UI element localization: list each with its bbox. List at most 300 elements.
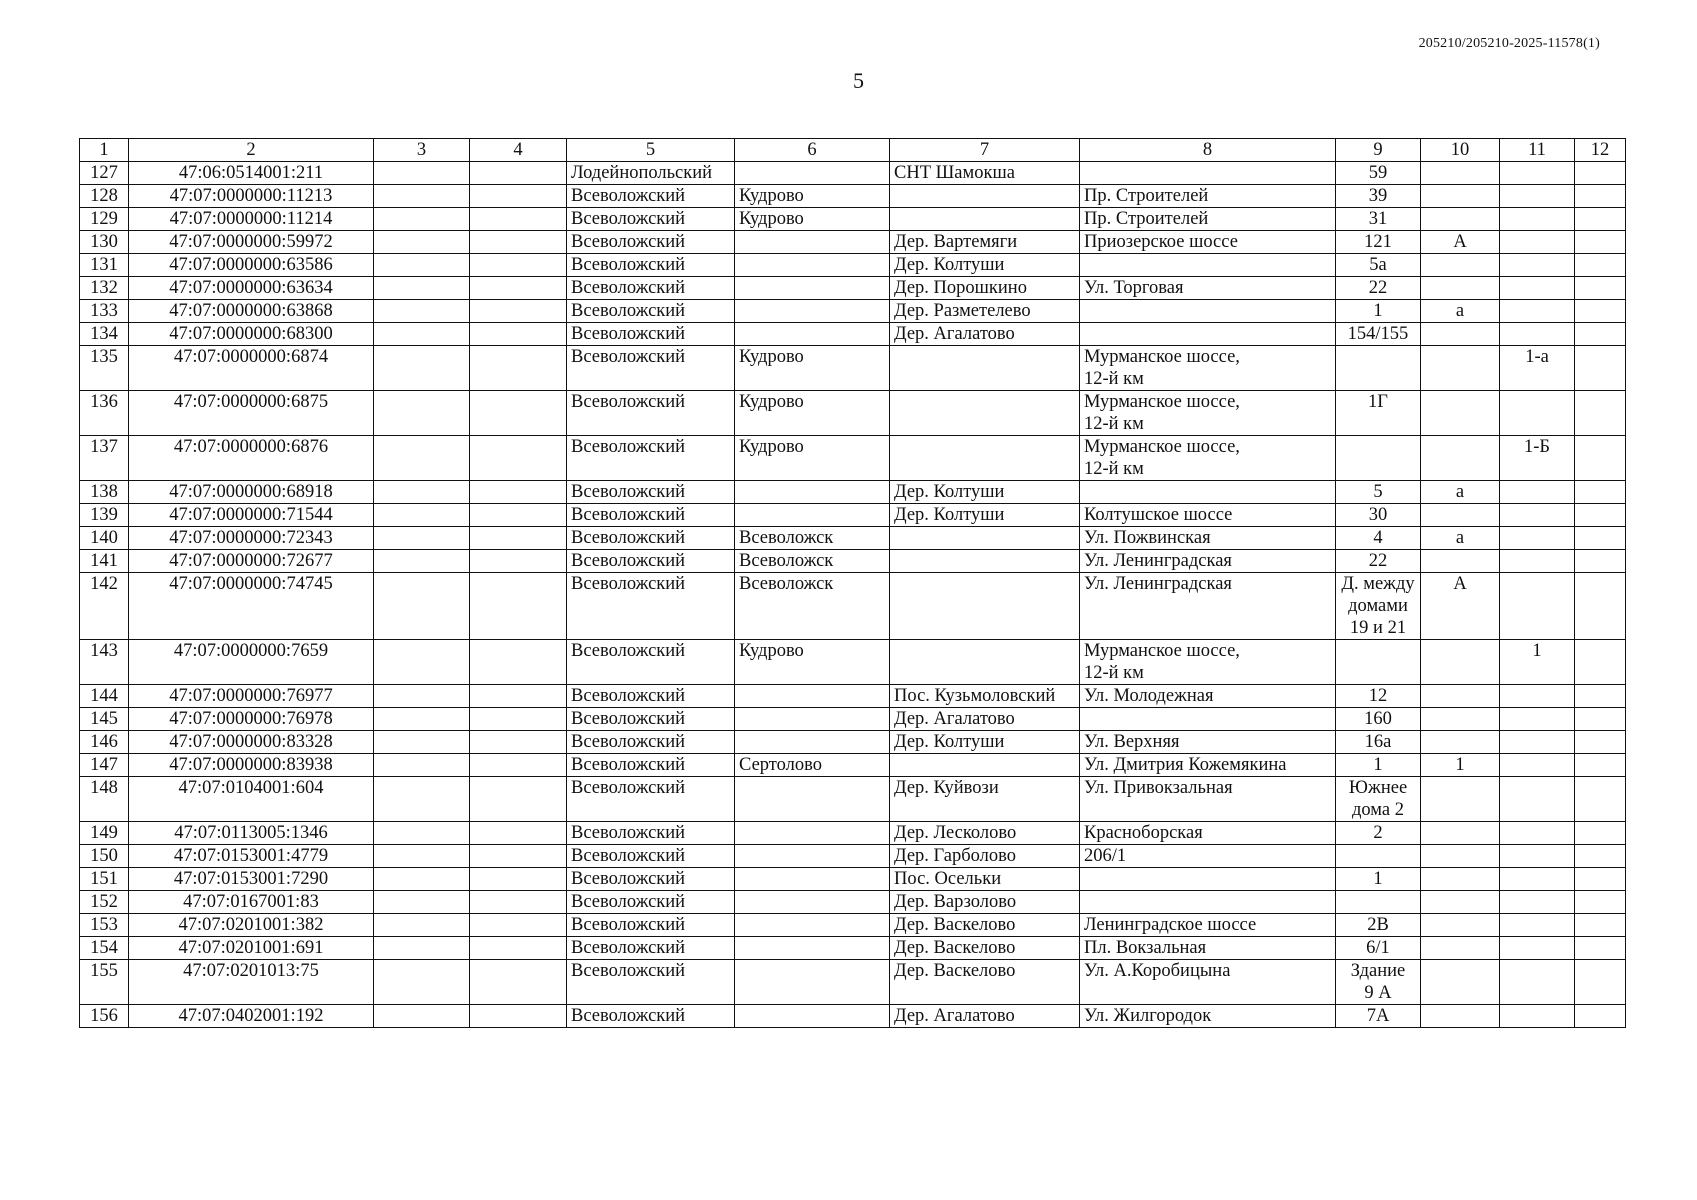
page-number <box>0 68 1697 94</box>
cadastral-number-cell: 47:07:0000000:74745 <box>129 573 374 640</box>
table-row <box>80 891 1626 914</box>
col-12-cell <box>1575 254 1626 277</box>
col-12-cell <box>1575 231 1626 254</box>
col-3-cell <box>374 937 470 960</box>
district-cell: Всеволожский <box>567 914 735 937</box>
col-4-cell <box>470 708 567 731</box>
district-cell: Всеволожский <box>567 504 735 527</box>
table-row <box>80 708 1626 731</box>
settlement-cell: Дер. Колтуши <box>890 504 1080 527</box>
locality-cell: Всеволожск <box>735 573 890 640</box>
locality-cell: Кудрово <box>735 208 890 231</box>
col-3-cell <box>374 436 470 481</box>
locality-cell: Кудрово <box>735 391 890 436</box>
col-4-cell <box>470 754 567 777</box>
row-number-cell: 147 <box>80 754 129 777</box>
house-number-cell: 12 <box>1336 685 1421 708</box>
column-header-12: 12 <box>1575 139 1626 162</box>
house-number-cell: 160 <box>1336 708 1421 731</box>
street-cell: Ул. Торговая <box>1080 277 1336 300</box>
col-3-cell <box>374 550 470 573</box>
street-cell: Мурманское шоссе, 12-й км <box>1080 391 1336 436</box>
cadastral-number-cell: 47:07:0402001:192 <box>129 1005 374 1028</box>
street-cell: Пл. Вокзальная <box>1080 937 1336 960</box>
row-number-cell: 133 <box>80 300 129 323</box>
house-number-cell: 59 <box>1336 162 1421 185</box>
cadastral-number-cell: 47:07:0000000:76978 <box>129 708 374 731</box>
settlement-cell <box>890 573 1080 640</box>
street-cell: Ул. Жилгородок <box>1080 1005 1336 1028</box>
structure-cell <box>1500 254 1575 277</box>
row-number-cell: 149 <box>80 822 129 845</box>
page-number-text: 5 <box>853 68 864 93</box>
building-cell <box>1421 845 1500 868</box>
settlement-cell <box>890 185 1080 208</box>
document-id: 205210/205210-2025-11578(1) <box>1418 36 1600 51</box>
row-number-cell: 129 <box>80 208 129 231</box>
settlement-cell <box>890 640 1080 685</box>
settlement-cell <box>890 754 1080 777</box>
row-number-cell: 155 <box>80 960 129 1005</box>
col-3-cell <box>374 346 470 391</box>
house-number-cell: Южнее дома 2 <box>1336 777 1421 822</box>
street-cell: Колтушское шоссе <box>1080 504 1336 527</box>
table-row <box>80 391 1626 436</box>
building-cell <box>1421 1005 1500 1028</box>
column-header-11: 11 <box>1500 139 1575 162</box>
header-row <box>80 139 1626 162</box>
col-12-cell <box>1575 754 1626 777</box>
structure-cell <box>1500 937 1575 960</box>
col-12-cell <box>1575 573 1626 640</box>
table-row <box>80 254 1626 277</box>
locality-cell <box>735 891 890 914</box>
table-row <box>80 527 1626 550</box>
row-number-cell: 136 <box>80 391 129 436</box>
district-cell: Всеволожский <box>567 346 735 391</box>
structure-cell <box>1500 162 1575 185</box>
table-row <box>80 346 1626 391</box>
building-cell <box>1421 777 1500 822</box>
cadastral-number-cell: 47:07:0000000:63634 <box>129 277 374 300</box>
house-number-cell: 2 <box>1336 822 1421 845</box>
building-cell <box>1421 914 1500 937</box>
structure-cell <box>1500 527 1575 550</box>
structure-cell <box>1500 777 1575 822</box>
structure-cell <box>1500 231 1575 254</box>
col-4-cell <box>470 391 567 436</box>
column-header-5: 5 <box>567 139 735 162</box>
col-4-cell <box>470 845 567 868</box>
col-3-cell <box>374 685 470 708</box>
structure-cell <box>1500 822 1575 845</box>
street-cell: Ул. Ленинградская <box>1080 550 1336 573</box>
district-cell: Всеволожский <box>567 208 735 231</box>
col-3-cell <box>374 1005 470 1028</box>
col-12-cell <box>1575 640 1626 685</box>
col-12-cell <box>1575 300 1626 323</box>
row-number-cell: 145 <box>80 708 129 731</box>
structure-cell <box>1500 685 1575 708</box>
col-12-cell <box>1575 277 1626 300</box>
structure-cell: 1 <box>1500 640 1575 685</box>
district-cell: Всеволожский <box>567 185 735 208</box>
structure-cell <box>1500 208 1575 231</box>
locality-cell: Сертолово <box>735 754 890 777</box>
settlement-cell: Дер. Агалатово <box>890 323 1080 346</box>
settlement-cell: Дер. Варзолово <box>890 891 1080 914</box>
house-number-cell: 5а <box>1336 254 1421 277</box>
col-4-cell <box>470 731 567 754</box>
row-number-cell: 127 <box>80 162 129 185</box>
structure-cell <box>1500 845 1575 868</box>
district-cell: Всеволожский <box>567 731 735 754</box>
col-12-cell <box>1575 845 1626 868</box>
row-number-cell: 140 <box>80 527 129 550</box>
col-12-cell <box>1575 891 1626 914</box>
district-cell: Всеволожский <box>567 868 735 891</box>
structure-cell <box>1500 391 1575 436</box>
col-4-cell <box>470 527 567 550</box>
locality-cell <box>735 504 890 527</box>
house-number-cell <box>1336 346 1421 391</box>
col-4-cell <box>470 960 567 1005</box>
col-4-cell <box>470 550 567 573</box>
table-row <box>80 481 1626 504</box>
district-cell: Всеволожский <box>567 960 735 1005</box>
locality-cell <box>735 731 890 754</box>
col-4-cell <box>470 640 567 685</box>
col-3-cell <box>374 822 470 845</box>
street-cell <box>1080 891 1336 914</box>
district-cell: Всеволожский <box>567 573 735 640</box>
locality-cell <box>735 845 890 868</box>
cadastral-number-cell: 47:07:0000000:72677 <box>129 550 374 573</box>
table-row <box>80 550 1626 573</box>
house-number-cell: 154/155 <box>1336 323 1421 346</box>
col-4-cell <box>470 300 567 323</box>
col-12-cell <box>1575 527 1626 550</box>
structure-cell <box>1500 573 1575 640</box>
col-4-cell <box>470 685 567 708</box>
building-cell <box>1421 185 1500 208</box>
building-cell <box>1421 504 1500 527</box>
table-row <box>80 845 1626 868</box>
street-cell <box>1080 300 1336 323</box>
table-row <box>80 1005 1626 1028</box>
row-number-cell: 156 <box>80 1005 129 1028</box>
district-cell: Всеволожский <box>567 1005 735 1028</box>
row-number-cell: 143 <box>80 640 129 685</box>
settlement-cell <box>890 346 1080 391</box>
house-number-cell: Д. между домами 19 и 21 <box>1336 573 1421 640</box>
col-4-cell <box>470 937 567 960</box>
col-3-cell <box>374 208 470 231</box>
col-4-cell <box>470 573 567 640</box>
structure-cell: 1-а <box>1500 346 1575 391</box>
district-cell: Всеволожский <box>567 685 735 708</box>
col-3-cell <box>374 777 470 822</box>
structure-cell <box>1500 277 1575 300</box>
building-cell: а <box>1421 300 1500 323</box>
col-12-cell <box>1575 914 1626 937</box>
col-3-cell <box>374 300 470 323</box>
settlement-cell: Пос. Кузьмоловский <box>890 685 1080 708</box>
street-cell: Красноборская <box>1080 822 1336 845</box>
house-number-cell: 16а <box>1336 731 1421 754</box>
district-cell: Всеволожский <box>567 777 735 822</box>
row-number-cell: 134 <box>80 323 129 346</box>
cadastral-number-cell: 47:06:0514001:211 <box>129 162 374 185</box>
col-3-cell <box>374 845 470 868</box>
row-number-cell: 150 <box>80 845 129 868</box>
table-row <box>80 868 1626 891</box>
settlement-cell: Дер. Колтуши <box>890 731 1080 754</box>
street-cell: Ул. Дмитрия Кожемякина <box>1080 754 1336 777</box>
table-row <box>80 231 1626 254</box>
col-4-cell <box>470 1005 567 1028</box>
building-cell: А <box>1421 231 1500 254</box>
street-cell: Пр. Строителей <box>1080 208 1336 231</box>
col-12-cell <box>1575 323 1626 346</box>
building-cell <box>1421 208 1500 231</box>
district-cell: Всеволожский <box>567 391 735 436</box>
structure-cell: 1-Б <box>1500 436 1575 481</box>
col-3-cell <box>374 254 470 277</box>
district-cell: Всеволожский <box>567 937 735 960</box>
col-4-cell <box>470 777 567 822</box>
settlement-cell: Дер. Васкелово <box>890 914 1080 937</box>
structure-cell <box>1500 185 1575 208</box>
building-cell: а <box>1421 527 1500 550</box>
settlement-cell: Дер. Куйвози <box>890 777 1080 822</box>
district-cell: Всеволожский <box>567 231 735 254</box>
district-cell: Всеволожский <box>567 845 735 868</box>
col-12-cell <box>1575 822 1626 845</box>
locality-cell <box>735 277 890 300</box>
building-cell <box>1421 277 1500 300</box>
col-4-cell <box>470 254 567 277</box>
col-3-cell <box>374 162 470 185</box>
district-cell: Всеволожский <box>567 277 735 300</box>
cadastral-number-cell: 47:07:0153001:4779 <box>129 845 374 868</box>
col-4-cell <box>470 914 567 937</box>
table-row <box>80 277 1626 300</box>
cadastral-number-cell: 47:07:0000000:83938 <box>129 754 374 777</box>
street-cell <box>1080 254 1336 277</box>
building-cell <box>1421 731 1500 754</box>
house-number-cell: 31 <box>1336 208 1421 231</box>
locality-cell: Кудрово <box>735 185 890 208</box>
settlement-cell: Дер. Васкелово <box>890 960 1080 1005</box>
house-number-cell <box>1336 436 1421 481</box>
structure-cell <box>1500 868 1575 891</box>
cadastral-number-cell: 47:07:0167001:83 <box>129 891 374 914</box>
cadastral-number-cell: 47:07:0000000:6874 <box>129 346 374 391</box>
table-row <box>80 185 1626 208</box>
row-number-cell: 151 <box>80 868 129 891</box>
structure-cell <box>1500 960 1575 1005</box>
district-cell: Всеволожский <box>567 891 735 914</box>
house-number-cell: 2В <box>1336 914 1421 937</box>
column-header-3: 3 <box>374 139 470 162</box>
structure-cell <box>1500 731 1575 754</box>
house-number-cell: 22 <box>1336 550 1421 573</box>
street-cell: Ул. А.Коробицына <box>1080 960 1336 1005</box>
col-3-cell <box>374 231 470 254</box>
structure-cell <box>1500 1005 1575 1028</box>
cadastral-number-cell: 47:07:0000000:76977 <box>129 685 374 708</box>
column-header-10: 10 <box>1421 139 1500 162</box>
row-number-cell: 146 <box>80 731 129 754</box>
building-cell <box>1421 391 1500 436</box>
col-4-cell <box>470 277 567 300</box>
settlement-cell: Пос. Осельки <box>890 868 1080 891</box>
street-cell <box>1080 481 1336 504</box>
district-cell: Всеволожский <box>567 640 735 685</box>
col-12-cell <box>1575 868 1626 891</box>
row-number-cell: 139 <box>80 504 129 527</box>
street-cell: Ул. Пожвинская <box>1080 527 1336 550</box>
col-3-cell <box>374 573 470 640</box>
cadastral-number-cell: 47:07:0201013:75 <box>129 960 374 1005</box>
cadastral-number-cell: 47:07:0000000:68918 <box>129 481 374 504</box>
building-cell <box>1421 640 1500 685</box>
street-cell: Мурманское шоссе, 12-й км <box>1080 436 1336 481</box>
district-cell: Лодейнопольский <box>567 162 735 185</box>
col-3-cell <box>374 891 470 914</box>
building-cell <box>1421 323 1500 346</box>
col-3-cell <box>374 731 470 754</box>
locality-cell <box>735 231 890 254</box>
house-number-cell: 1 <box>1336 868 1421 891</box>
locality-cell <box>735 960 890 1005</box>
row-number-cell: 130 <box>80 231 129 254</box>
col-12-cell <box>1575 960 1626 1005</box>
column-header-1: 1 <box>80 139 129 162</box>
settlement-cell: Дер. Васкелово <box>890 937 1080 960</box>
locality-cell <box>735 300 890 323</box>
house-number-cell: 6/1 <box>1336 937 1421 960</box>
structure-cell <box>1500 550 1575 573</box>
col-12-cell <box>1575 777 1626 822</box>
col-12-cell <box>1575 708 1626 731</box>
table-row <box>80 914 1626 937</box>
settlement-cell: Дер. Агалатово <box>890 708 1080 731</box>
column-header-7: 7 <box>890 139 1080 162</box>
cadastral-number-cell: 47:07:0000000:6875 <box>129 391 374 436</box>
table-row <box>80 573 1626 640</box>
settlement-cell: Дер. Разметелево <box>890 300 1080 323</box>
house-number-cell <box>1336 640 1421 685</box>
cadastral-number-cell: 47:07:0000000:11213 <box>129 185 374 208</box>
cadastral-number-cell: 47:07:0000000:11214 <box>129 208 374 231</box>
locality-cell <box>735 777 890 822</box>
house-number-cell: 30 <box>1336 504 1421 527</box>
col-4-cell <box>470 231 567 254</box>
row-number-cell: 153 <box>80 914 129 937</box>
settlement-cell: Дер. Порошкино <box>890 277 1080 300</box>
registry-table <box>79 138 1626 1028</box>
settlement-cell: СНТ Шамокша <box>890 162 1080 185</box>
district-cell: Всеволожский <box>567 323 735 346</box>
cadastral-number-cell: 47:07:0000000:71544 <box>129 504 374 527</box>
col-4-cell <box>470 162 567 185</box>
building-cell: 1 <box>1421 754 1500 777</box>
locality-cell <box>735 323 890 346</box>
district-cell: Всеволожский <box>567 481 735 504</box>
house-number-cell: 5 <box>1336 481 1421 504</box>
locality-cell <box>735 685 890 708</box>
cadastral-number-cell: 47:07:0000000:6876 <box>129 436 374 481</box>
settlement-cell <box>890 208 1080 231</box>
structure-cell <box>1500 300 1575 323</box>
house-number-cell: Здание 9 А <box>1336 960 1421 1005</box>
locality-cell: Кудрово <box>735 436 890 481</box>
structure-cell <box>1500 708 1575 731</box>
building-cell <box>1421 346 1500 391</box>
structure-cell <box>1500 323 1575 346</box>
cadastral-number-cell: 47:07:0000000:68300 <box>129 323 374 346</box>
cadastral-number-cell: 47:07:0201001:382 <box>129 914 374 937</box>
house-number-cell: 39 <box>1336 185 1421 208</box>
col-3-cell <box>374 481 470 504</box>
cadastral-number-cell: 47:07:0000000:83328 <box>129 731 374 754</box>
row-number-cell: 144 <box>80 685 129 708</box>
locality-cell <box>735 914 890 937</box>
table-row <box>80 731 1626 754</box>
col-12-cell <box>1575 481 1626 504</box>
col-3-cell <box>374 527 470 550</box>
col-12-cell <box>1575 391 1626 436</box>
col-12-cell <box>1575 550 1626 573</box>
column-header-2: 2 <box>129 139 374 162</box>
settlement-cell <box>890 527 1080 550</box>
settlement-cell <box>890 436 1080 481</box>
col-12-cell <box>1575 208 1626 231</box>
table-row <box>80 323 1626 346</box>
col-12-cell <box>1575 346 1626 391</box>
cadastral-number-cell: 47:07:0000000:63868 <box>129 300 374 323</box>
cadastral-number-cell: 47:07:0000000:72343 <box>129 527 374 550</box>
building-cell <box>1421 960 1500 1005</box>
col-3-cell <box>374 504 470 527</box>
house-number-cell: 1 <box>1336 754 1421 777</box>
row-number-cell: 131 <box>80 254 129 277</box>
col-4-cell <box>470 822 567 845</box>
col-12-cell <box>1575 1005 1626 1028</box>
table-row <box>80 300 1626 323</box>
row-number-cell: 128 <box>80 185 129 208</box>
street-cell: Ул. Ленинградская <box>1080 573 1336 640</box>
col-4-cell <box>470 346 567 391</box>
row-number-cell: 152 <box>80 891 129 914</box>
table-row <box>80 685 1626 708</box>
locality-cell <box>735 708 890 731</box>
cadastral-number-cell: 47:07:0000000:7659 <box>129 640 374 685</box>
house-number-cell: 121 <box>1336 231 1421 254</box>
settlement-cell: Дер. Агалатово <box>890 1005 1080 1028</box>
row-number-cell: 142 <box>80 573 129 640</box>
district-cell: Всеволожский <box>567 550 735 573</box>
locality-cell <box>735 162 890 185</box>
district-cell: Всеволожский <box>567 708 735 731</box>
col-4-cell <box>470 504 567 527</box>
table-row <box>80 162 1626 185</box>
col-12-cell <box>1575 436 1626 481</box>
column-header-6: 6 <box>735 139 890 162</box>
structure-cell <box>1500 891 1575 914</box>
